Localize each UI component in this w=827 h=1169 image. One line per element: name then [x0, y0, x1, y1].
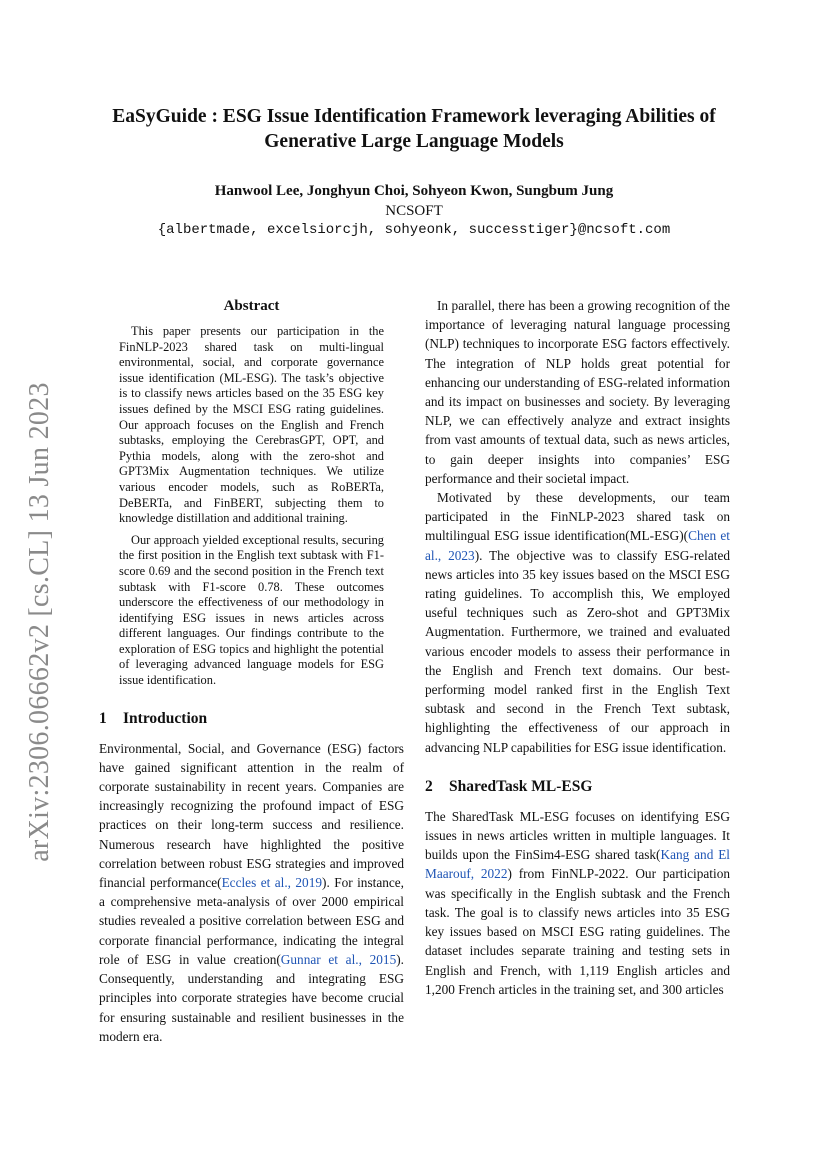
shared-task-heading: [425, 777, 730, 797]
citation-link[interactable]: Chen et al., 2023: [425, 528, 730, 563]
citation-link[interactable]: Eccles et al., 2019: [221, 875, 323, 891]
citation-link[interactable]: Gunnar et al., 2015: [280, 951, 397, 967]
section-title: Introduction: [123, 709, 208, 727]
section-number: 1: [99, 709, 107, 727]
intro-paragraph-1: Environmental, Social, and Governance (ESG) factors have gained significant attention in the realm of corporate sustainability in recent years. Companies are increasingly recognizing the profound impact of ESG practices on their long-term success and resilience. Numerous research have highlighted the positive correlation between robust ESG strategies and improved financial performance(Eccles et al., 2019). For instance, a comprehensive meta-analysis of over 2000 empirical studies revealed a positive correlation between ESG and corporate financial performance, indicating the integral role of ESG in value creation(Gunnar et al., 2015). Consequently, understanding and integrating ESG principles into corporate strategies have become crucial for ensuring sustainable and resilient businesses in the modern era.: [99, 740, 405, 1044]
introduction-heading: [99, 709, 404, 729]
intro-paragraph-2: In parallel, there has been a growing recognition of the importance of leveraging natural language processing (NLP) techniques to incorporate ESG factors effectively. The integration of NLP holds great potential for enhancing our understanding of ESG-related information and its impact on businesses and society. By leveraging NLP, we can effectively analyze and extract insights from vast amounts of textual data, such as news articles, to gain deeper insights into companies’ ESG performance and their societal impact.: [425, 298, 730, 486]
left-column: [99, 296, 404, 1046]
section-number: 2: [425, 777, 433, 795]
abstract-body: [99, 324, 404, 689]
intro-paragraph-3: Motivated by these developments, our team participated in the FinNLP-2023 shared task on multilingual ESG issue identification(ML-ESG)(Chen et al., 2023). The objective was to classify ESG-related news articles into 35 key issues based on the MSCI ESG rating guidelines. To accomplish this, We employed useful techniques such as Zero-shot and GPT3Mix Augmentation. Furthermore, we trained and evaluated various encoder models to assess their performance in the English and French text domains. Our best-performing model ranked first in the English Text subtask and second in the French Text subtask, highlighting the effectiveness of our approach in advancing NLP capabilities for ESG issue identification.: [425, 490, 730, 755]
section-title: SharedTask ML-ESG: [449, 777, 593, 795]
arxiv-identifier-text: arXiv:2306.06662v2 [cs.CL] 13 Jun 2023: [24, 382, 55, 862]
right-column: [425, 296, 730, 999]
paper-title: EaSyGuide : ESG Issue Identification Framework leveraging Abilities of Generative Large Language Models: [112, 106, 716, 152]
abstract-heading: Abstract: [223, 298, 280, 314]
affiliation: NCSOFT: [385, 203, 443, 219]
shared-task-paragraph-1: The SharedTask ML-ESG focuses on identifying ESG issues in news articles written in multiple languages. It builds upon the FinSim4-ESG shared task(Kang and El Maarouf, 2022) from FinNLP-2022. Our participation was specifically in the English subtask and the French task. The goal is to classify news articles into 35 ESG key issues based on MSCI ESG rating guidelines. The dataset includes separate training and testing sets in English and French, with 1,119 English articles and 1,200 French articles in the training set, and 300 articles: [425, 808, 731, 997]
arxiv-identifier: [14, 372, 66, 872]
abstract-paragraph-2: Our approach yielded exceptional results, securing the first position in the English text subtask with F1-score 0.69 and the second position in the French text subtask with F1-score 0.78. These outcomes underscore the effectiveness of our methodology in identifying ESG issues in news articles across different languages. Our findings contribute to the exploration of ESG topics and highlight the potential of leveraging advanced language models for ESG issue identification.: [119, 532, 384, 688]
author-emails: {albertmade, excelsiorcjh, sohyeonk, successtiger}@ncsoft.com: [157, 222, 671, 238]
author-list: Hanwool Lee, Jonghyun Choi, Sohyeon Kwon, Sungbum Jung: [214, 183, 614, 199]
abstract-paragraph-1: This paper presents our participation in the FinNLP-2023 shared task on multi-lingual environmental, social, and corporate governance issue identification (ML-ESG). The task’s objective is to classify news articles based on the 35 ESG key issues defined by the MSCI ESG rating guidelines. Our approach focuses on the English and French subtasks, employing the CerebrasGPT, OPT, and Pythia models, along with the zero-shot and GPT3Mix Augmentation techniques. We utilize various encoder models, such as RoBERTa, DeBERTa, and FinBERT, subjecting them to knowledge distillation and additional training.: [119, 324, 384, 526]
citation-link[interactable]: Kang and El Maarouf, 2022: [425, 847, 731, 882]
